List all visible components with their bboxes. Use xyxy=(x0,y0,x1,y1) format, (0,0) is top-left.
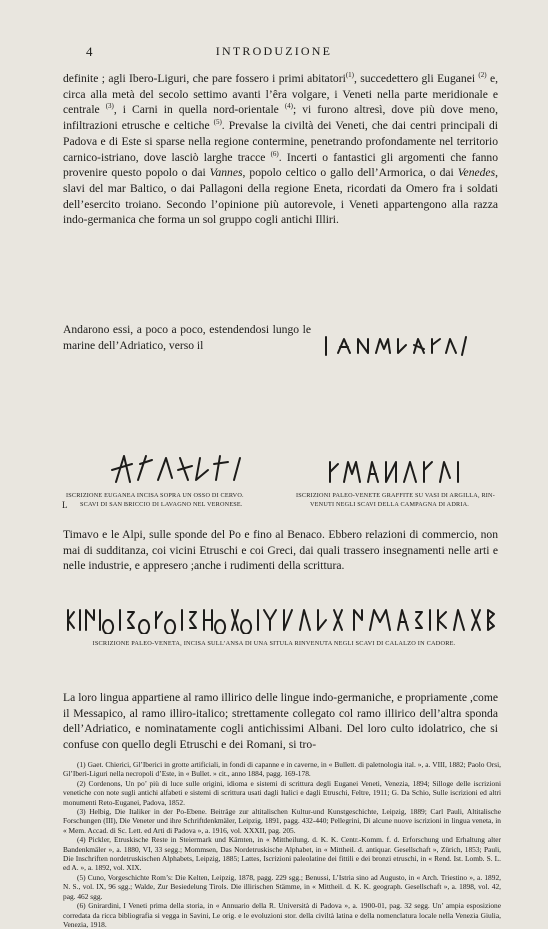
footnote-ref-3[interactable]: (3) xyxy=(105,102,114,111)
caption-paleo-venete: ISCRIZIONI PALEO-VENETE GRAFFITE SU VASI DI ARGILLA, RIN- VENUTI NEGLI SCAVI DELLA CAMPAGNA DI ADRIA. xyxy=(296,492,495,508)
inscription-paleo-venete-top xyxy=(322,335,472,357)
term-vannes: Vannes xyxy=(209,166,243,180)
footnote-5: (5) Cuno, Vorgeschichte Rom’s: Die Kelten, Leipzig, 1878, pagg. 229 sgg.; Benussi, L’Istria sino ad Augusto, in « Arch. Triestino », a. 1892, N. S., vol. IX, 96 sgg.; Walde, Zur Besiedelung Tirols. Die illirischen Stämme, in « Mittheil. d. K. K. geograph. Gesellschaft », a. 1898, vol. 42, pag. 462 sgg. xyxy=(63,872,501,901)
inscription-paleo-venete-bottom xyxy=(326,458,466,486)
footnote-2: (2) Cordenons, Un po’ più di luce sulle origini, idioma e sistemi di scrittura degli Euganei Veneti, Venezia, 1894; Silloge delle iscrizioni venetiche con note sugli antichi alfabeti e sistemi di scrittura usati dagli Italici e dagli Etruschi, Feltre, 1911; G. Da Schio, Sulle iscrizioni ed altri monumenti Reto-Euganei, Padova, 1852. xyxy=(63,778,501,807)
page-header xyxy=(0,44,548,60)
footnote-1: (1) Gaet. Chierici, Gl’Iberici in grotte artificiali, in fondi di capanne e in caverne, in « Bullett. di paletnologia ital. », a. VIII, 1882; Paolo Orsi, Gl’Iberi-Liguri nella necropoli d’Este, in « Bullet. » cit., anno 1884, pagg. 169-178. xyxy=(63,760,501,779)
intro-text: definite ; agli Ibero-Liguri, che pare fossero i primi abitatori$^{(1)}$, succedettero gli Euganei $^{(2)}$ e, circa alla metà del secolo settimo avanti l’êra volgare, i Veneti nella parte meridionale e centrale $^{(3)}$, i Carni in quella nord-orientale $^{(4)}$; vi furono altresì, dove più dove meno, infiltrazioni etrusche e celtiche $^{(5)}$. Prevalse la civiltà dei Veneti, che dai centri principali di Padova e di Este si sparse nella regione contermine, penetrando profondamente nel territorio carnico-istriano, dove lasciò larghe tracce $^{(6)}$. Incerti o fantastici gli argomenti che fanno provenire questo popolo o dai Vannes, popolo celtico o gallo dell’Armorica, o dai Venedes, slavi del mar Baltico, o dai Pallagoni della regione Eneta, ricordati da Omero fra i soldati dell’esercito troiano. Secondo l’opinione più autorevole, i Veneti appartengono alla razza indo-germanica che forma un sol gruppo cogli antichi Illiri. xyxy=(63,71,498,227)
after-figures-paragraph: Timavo e le Alpi, sulle sponde del Po e fino al Benaco. Ebbero relazioni di commercio, non mai di sudditanza, coi vicini Etruschi e coi Greci, dai quali trassero insegnamenti nelle arti e nelle industrie, e appresero ;anche i rudimenti della scrittura. xyxy=(63,528,498,573)
intro-paragraph xyxy=(63,71,498,228)
footnote-6: (6) Gnirardini, I Veneti prima della storia, in « Annuario della R. Università di Padova », a. 1900-01, pag. 32 segg. Un’ ampia esposizione corredata da ricca bibliografia si vegga in Savini, Le orig. e le evoluzioni stor. della civiltà latina e della nomenclatura locale nella Venezia Giulia, Venezia, 1918. xyxy=(63,901,501,929)
inscription-euganea xyxy=(108,450,248,486)
footnote-ref-5[interactable]: (5) xyxy=(213,118,222,127)
footnote-3: (3) Helbig, Die Italiker in der Po-Ebene. Beiträge zur altitalischen Kultur-und Kunstgeschichte, Leipzig, 1889; Carl Pauli, Altitalische Forschungen (III), Die Veneter und ihre Schriftdenkmäler, Leipzig, 1891, pagg. 432-440; Pellegrini, Di alcune nuove iscrizioni in lingua veneta, in « Mem. Accad. di Sc. Lett. ed Arti di Padova », a. 1916, vol. XXXII, pag. 205. xyxy=(63,807,501,835)
footnotes xyxy=(63,760,501,929)
footnote-ref-2[interactable]: (2) xyxy=(478,71,487,80)
caption-euganea: ISCRIZIONE EUGANEA INCISA SOPRA UN OSSO DI CERVO. SCAVI DI SAN BRICCIO DI LAVAGNO NEL VERONESE. xyxy=(66,492,244,508)
footnote-ref-4[interactable]: (4) xyxy=(284,102,293,111)
inscription-calalzo xyxy=(64,606,496,634)
term-venedes: Venedes xyxy=(457,166,496,180)
lower-paragraph: La loro lingua appartiene al ramo illirico delle lingue indo-germaniche, e propriamente ,come il Messapico, al ramo illiro-italico; strettamente collegato col ramo illirico dell’altra sponda dell’Adriatico, e nominatamente cogli antichissimi Albani. Del loro culto idolatrico, che si confuse con quello degli Etruschi e dei Romani, si tro- xyxy=(63,691,498,752)
caption-mark: L xyxy=(62,500,68,510)
caption-calalzo: ISCRIZIONE PALEO-VENETA, INCISA SULL’ANSA DI UNA SITULA RINVENUTA NEGLI SCAVI DI CALALZO IN CADORE. xyxy=(92,640,456,647)
page-number: 4 xyxy=(86,44,93,59)
footnote-ref-6[interactable]: (6) xyxy=(270,149,279,158)
running-head: INTRODUZIONE xyxy=(215,44,333,58)
footnote-4: (4) Pickler, Etruskische Reste in Steiermark und Kärnten, in « Mittheilung. d. K. K. Centr.-Komm. f. d. Erforschung und Erhaltung alter Bandenkmäler », a. 1880, VI, 33 segg.; Mommsen, Das Nordetruskische Alphabet, in « Mittheil. d. antiquar. Gesellschaft », Zürich, 1853; Pauli, Die Inschriften nordetruskischen Alphabets, Leipzig, 1885; Lattes, Iscrizioni paleolatine dei fittili e dei bronzi etruschi, in « Rend. Ist. Lomb. S. L. ed A. », a. 1892, vol. XIX. xyxy=(63,835,501,873)
footnote-ref-1[interactable]: (1) xyxy=(345,71,354,80)
wrapped-paragraph: Andarono essi, a poco a poco, estendendosi lungo le marine dell’Adriatico, verso il xyxy=(63,323,311,352)
